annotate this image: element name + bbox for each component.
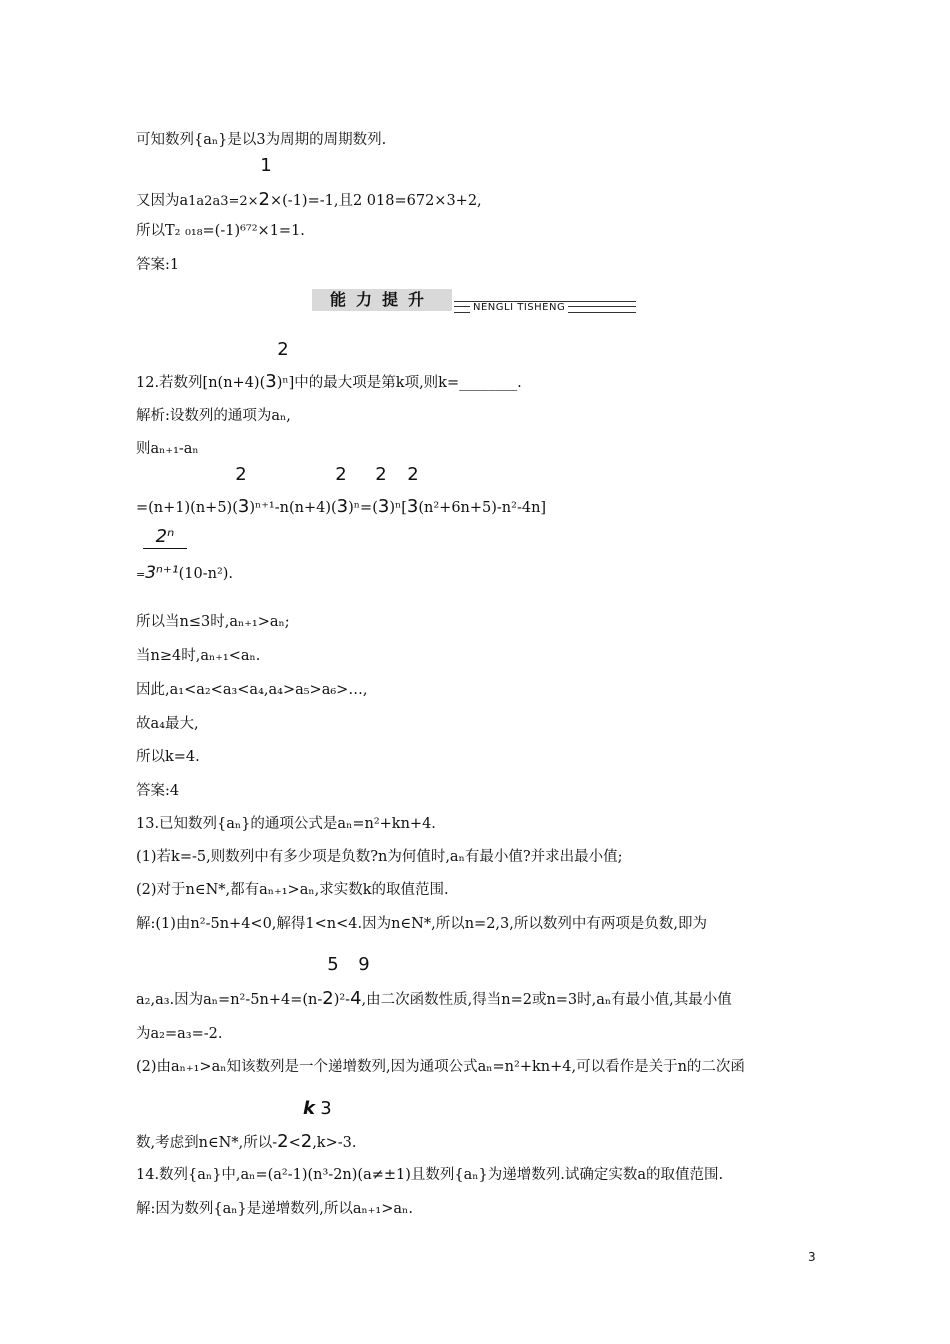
fraction-k-2	[301, 1099, 317, 1119]
fraction-numerator: k	[303, 1098, 315, 1119]
fraction-numerator: 2	[335, 464, 347, 485]
fraction-numerator: 3	[320, 1098, 332, 1119]
line-product-end: ×(-1)=-1,且2 018=672×3+2,	[269, 193, 482, 209]
fraction-denominator: 3	[406, 496, 419, 517]
line-part: )²-	[333, 992, 351, 1008]
fraction-2n-over-3n1	[143, 527, 187, 550]
solution-simplified: =3ⁿ⁺¹(10-n²).	[136, 563, 234, 583]
question-12-end: )ⁿ]中的最大项是第k项,则k=________.	[276, 375, 522, 391]
question-12-start: 12.若数列[n(n+4)(	[136, 375, 266, 391]
expansion-part: (n²+6n+5)-n²-4n]	[418, 500, 547, 516]
fraction-2-3-q12	[275, 340, 291, 360]
fraction-denominator: 3	[377, 496, 390, 517]
answer-13-line-4: (2)由aₙ₊₁>aₙ知该数列是一个递增数列,因为通项公式aₙ=n²+kn+4,可以看作是关于n的二次函	[136, 1059, 745, 1075]
line-part: <	[288, 1135, 301, 1151]
question-13: 13.已知数列{aₙ}的通项公式是aₙ=n²+kn+4.	[136, 816, 436, 832]
solution-case-2: 当n≥4时,aₙ₊₁<aₙ.	[136, 648, 261, 664]
fraction-numerator: 5	[327, 954, 339, 975]
question-13-part-1: (1)若k=-5,则数列中有多少项是负数?n为何值时,aₙ有最小值?并求出最小值;	[136, 849, 623, 865]
subscripted-product: 1a2a3=2×	[188, 194, 259, 209]
solution-chain: 因此,a₁<a₂<a₃<a₄,a₄>a₅>a₆>…,	[136, 682, 368, 698]
solution-expansion	[136, 496, 546, 517]
line-part: ,k>-3.	[312, 1135, 357, 1151]
fraction-denominator: 4	[350, 988, 362, 1009]
fraction-numerator: 2	[277, 339, 289, 360]
fraction-numerator: 2ⁿ	[155, 526, 175, 547]
fraction-half	[258, 156, 274, 176]
question-13-part-2: (2)对于n∈N*,都有aₙ₊₁>aₙ,求实数k的取值范围.	[136, 882, 449, 898]
expansion-part: )ⁿ=(	[348, 500, 378, 516]
expansion-part: )ⁿ[	[389, 500, 407, 516]
line-T2018: 所以T₂ ₀₁₈=(-1)⁶⁷²×1=1.	[136, 223, 305, 239]
fraction-denominator: 2	[277, 1131, 289, 1152]
line-product-start: 又因为a	[136, 193, 189, 209]
fraction-numerator: 2	[407, 464, 419, 485]
solution-max: 故a₄最大,	[136, 716, 199, 732]
answer-13-line-5	[136, 1131, 356, 1152]
solution-intro: 解析:设数列的通项为aₙ,	[136, 408, 291, 424]
line-periodic: 可知数列{aₙ}是以3为周期的周期数列.	[136, 132, 387, 148]
question-14: 14.数列{aₙ}中,aₙ=(a²-1)(n³-2n)(a≠±1)且数列{aₙ}为递增数列.试确定实数a的取值范围.	[136, 1167, 724, 1183]
answer-13-line-1: 解:(1)由n²-5n+4<0,解得1<n<4.因为n∈N*,所以n=2,3,所以数列中有两项是负数,即为	[136, 916, 707, 932]
answer-1: 答案:1	[136, 257, 180, 273]
fraction-2-3-a	[233, 465, 249, 485]
answer-14-line-1: 解:因为数列{aₙ}是递增数列,所以aₙ₊₁>aₙ.	[136, 1201, 413, 1217]
fraction-3-2	[318, 1099, 334, 1119]
question-12	[136, 371, 522, 392]
fraction-2-3-d	[405, 465, 421, 485]
fraction-numerator: 2	[375, 464, 387, 485]
fraction-bar	[143, 548, 187, 549]
page-number: 3	[808, 1250, 816, 1264]
solution-diff: 则aₙ₊₁-aₙ	[136, 441, 199, 457]
fraction-denominator: 3ⁿ⁺¹	[145, 563, 179, 583]
fraction-denominator: 2	[300, 1131, 313, 1152]
fraction-denominator: 3	[237, 496, 250, 517]
solution-case-1: 所以当n≤3时,aₙ₊₁>aₙ;	[136, 614, 290, 630]
expansion-part: =(n+1)(n+5)(	[136, 500, 238, 516]
line-part: ,由二次函数性质,得当n=2或n=3时,aₙ有最小值,其最小值	[361, 992, 732, 1008]
fraction-numerator: 9	[358, 954, 370, 975]
line-product	[136, 189, 482, 210]
simplified-tail: (10-n²).	[178, 566, 234, 582]
fraction-numerator: 1	[260, 155, 272, 176]
banner-subtitle: NENGLI TISHENG	[470, 302, 568, 313]
answer-13-line-2	[136, 988, 732, 1009]
answer-4: 答案:4	[136, 783, 180, 799]
line-part: a₂,a₃.因为aₙ=n²-5n+4=(n-	[136, 992, 323, 1008]
line-part: 数,考虑到n∈N*,所以-	[136, 1135, 278, 1151]
fraction-denominator: 3	[265, 371, 277, 392]
fraction-denominator: 3	[336, 496, 349, 517]
fraction-numerator: 2	[235, 464, 247, 485]
fraction-2-3-c	[373, 465, 389, 485]
banner-title: 能力提升	[312, 289, 452, 311]
fraction-5-2	[325, 955, 341, 975]
expansion-part: )ⁿ⁺¹-n(n+4)(	[249, 500, 337, 516]
fraction-half-denominator: 2	[258, 189, 270, 210]
solution-k: 所以k=4.	[136, 749, 200, 765]
section-banner	[312, 289, 636, 313]
fraction-denominator: 2	[322, 988, 334, 1009]
answer-13-line-3: 为a₂=a₃=-2.	[136, 1026, 223, 1042]
fraction-9-4	[356, 955, 372, 975]
fraction-2-3-b	[333, 465, 349, 485]
